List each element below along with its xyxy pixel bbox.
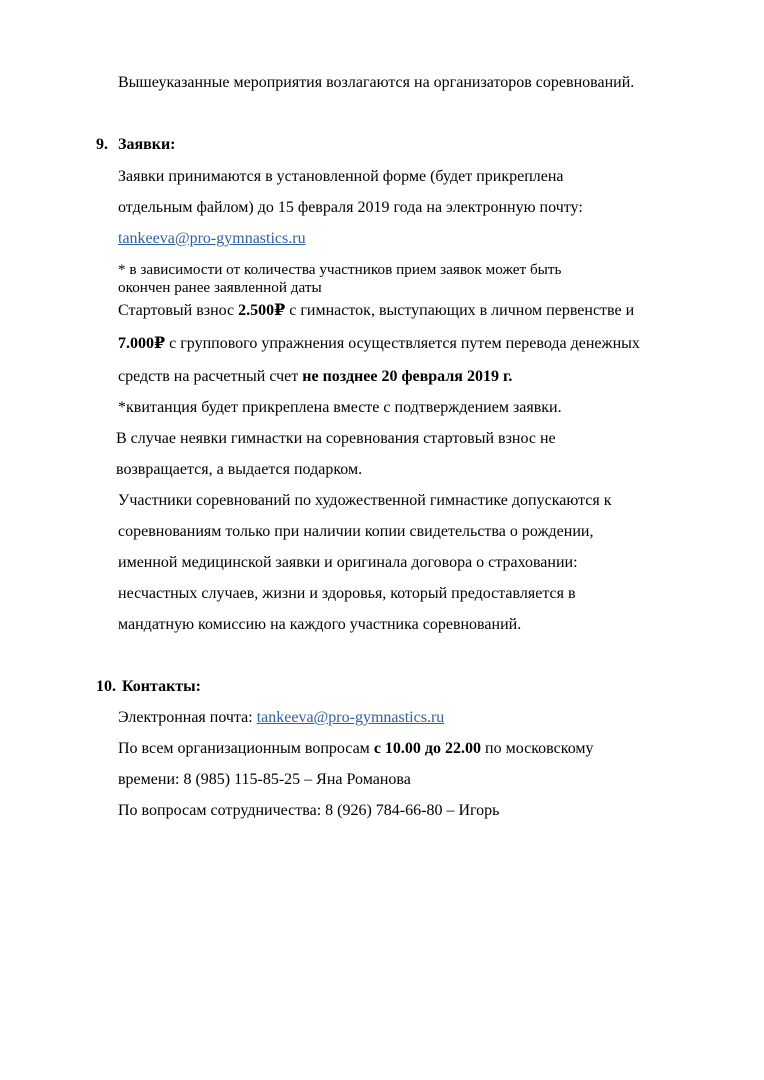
payment-deadline: не позднее 20 февраля 2019 г. — [302, 368, 513, 385]
entry-fee-text: с гимнасток, выступающих в личном первенстве и — [285, 302, 635, 319]
documents-line-2: соревнованиям только при наличии копии свидетельства о рождении, — [118, 523, 594, 540]
documents-line-1: Участники соревнований по художественной гимнастике допускаются к — [118, 492, 612, 509]
deadline-note-line-2: окончен ранее заявленной даты — [118, 279, 322, 296]
intro-text: Вышеуказанные мероприятия возлагаются на организаторов соревнований. — [118, 74, 635, 91]
section-9-title: Заявки: — [118, 136, 176, 153]
contacts-org-hours: с 10.00 до 22.00 — [373, 740, 482, 757]
section-10-heading — [96, 677, 201, 697]
receipt-note: *квитанция будет прикреплена вместе с подтверждением заявки. — [118, 399, 562, 416]
documents-line-4: несчастных случаев, жизни и здоровья, который предоставляется в — [118, 585, 576, 602]
contacts-org-text: По всем организационным вопросам — [118, 740, 374, 757]
entry-fee-individual: 2.500₽ — [238, 302, 286, 319]
no-show-line-1: В случае неявки гимнастки на соревнования стартовый взнос не — [116, 430, 556, 447]
no-show-line-2: возвращается, а выдается подарком. — [116, 461, 363, 478]
entry-fee-group: 7.000₽ — [118, 335, 166, 352]
contacts-email-label: Электронная почта: — [118, 709, 257, 726]
contacts-email-line — [118, 708, 444, 728]
entry-fee-line-1 — [118, 301, 634, 321]
section-10-number: 10. — [96, 678, 116, 695]
entry-fee-line-3 — [118, 367, 512, 387]
contacts-org-line-2: времени: 8 (985) 115-85-25 – Яна Романова — [118, 771, 411, 788]
entry-fee-line-2 — [118, 334, 640, 354]
contacts-org-line-1 — [118, 739, 594, 759]
entry-fee-text: с группового упражнения осуществляется путем перевода денежных — [165, 335, 640, 352]
entry-fee-text: Стартовый взнос — [118, 302, 239, 319]
contacts-email-link[interactable]: tankeeva@pro-gymnastics.ru — [256, 709, 445, 726]
contacts-org-text: по московскому — [481, 740, 594, 757]
section-9-heading — [96, 135, 176, 155]
applications-email-link[interactable] — [118, 229, 306, 249]
applications-text-line-1: Заявки принимаются в установленной форме (будет прикреплена — [118, 168, 564, 185]
email-link[interactable]: tankeeva@pro-gymnastics.ru — [118, 230, 306, 247]
documents-line-5: мандатную комиссию на каждого участника соревнований. — [118, 616, 522, 633]
section-9-number: 9. — [96, 136, 108, 153]
contacts-cooperation-line: По вопросам сотрудничества: 8 (926) 784-66-80 – Игорь — [118, 802, 500, 819]
deadline-note-line-1: * в зависимости от количества участников прием заявок может быть — [118, 261, 562, 278]
applications-text-line-2: отдельным файлом) до 15 февраля 2019 года на электронную почту: — [118, 199, 583, 216]
documents-line-3: именной медицинской заявки и оригинала договора о страховании: — [118, 554, 578, 571]
section-10-title: Контакты: — [122, 678, 201, 695]
entry-fee-text: средств на расчетный счет — [118, 368, 303, 385]
